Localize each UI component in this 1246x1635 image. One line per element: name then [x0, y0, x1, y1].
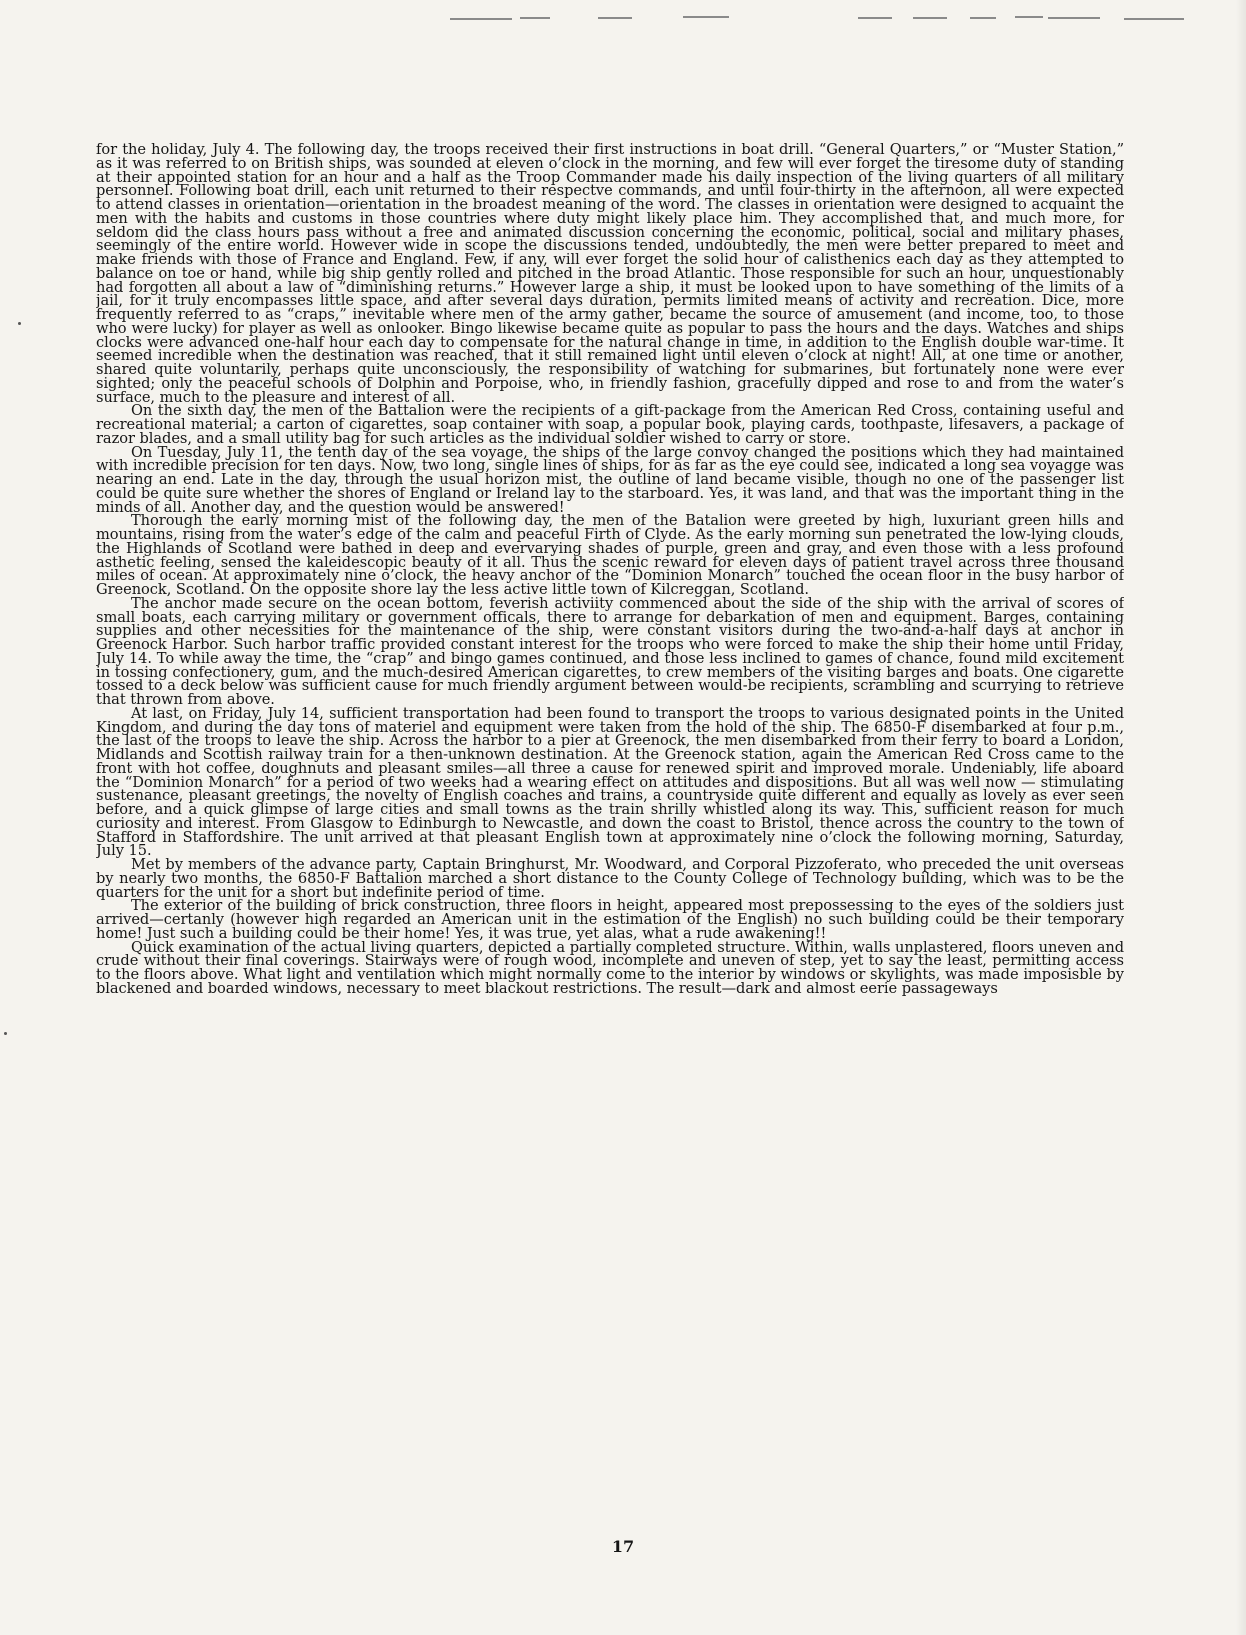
scan-artifact [683, 16, 729, 18]
paragraph-brick-building: The exterior of the building of brick construction, three floors in height, appeared most prepossessing to the eyes of the soldiers just arrived—certanly (however high regarded an American unit in the estimation of the English) no such building could be their temporary home! Just such a building could be their home! Yes, it was true, yet alas, what a rude awakening!! [96, 897, 1124, 942]
paragraph-greenock-harbor: The anchor made secure on the ocean bottom, feverish activiity commenced about the side of the ship with the arrival of scores of small boats, each carrying military or government officals, there to arrange for debarkation of men and equipment. Barges, containing supplies and other necessities for the maintenance of the ship, were constant visitors during the two-and-a-half days at anchor in Greenock Harbor. Such harbor traffic provided constant interest for the troops who were forced to make the ship their home until Friday, July 14. To while away the time, the “crap” and bingo games continued, and those less inclined to games of chance, found mild excitement in tossing confectionery, gum, and the much-desired American cigarettes, to crew members of the visiting barges and boats. One cigarette tossed to a deck below was sufficient cause for much friendly argument between would-be recipients, scrambling and scurrying to retrieve that thrown from above. [96, 594, 1124, 708]
scan-artifact [913, 17, 947, 19]
scan-artifact [970, 17, 996, 19]
scan-speck [18, 322, 21, 325]
scan-artifact [598, 17, 632, 19]
scan-artifact [1048, 17, 1100, 19]
paragraph-convoy-land-sighted: On Tuesday, July 11, the tenth day of the sea voyage, the ships of the large convoy changed the positions which they had maintained with incredible precision for ten days. Now, two long, single lines of ships, for as far as the eye could see, indicated a long sea voyagge was nearing an end. Late in the day, through the usual horizon mist, the outline of land became visible, though no one of the passenger list could be quite sure whether the shores of England or Ireland lay to the starboard. Yes, it was land, and that was the important thing in the minds of all. Another day, and the question would be answered! [96, 443, 1124, 516]
scan-artifact [1124, 18, 1184, 20]
scan-artifact [858, 17, 892, 19]
scan-artifact [1015, 16, 1043, 18]
paragraph-holiday-boat-drill: for the holiday, July 4. The following day, the troops received their first instructions in boat drill. “General Quarters,” or “Muster Station,” as it was referred to on British ships, was sounded at eleven o’clock in the morning, and few will ever forget the tiresome duty of standing at their appointed station for an hour and a half as the Troop Commander made his daily inspection of the living quarters of all military personnel. Following boat drill, each unit returned to their respectve commands, and until four-thirty in the afternoon, all were expected to attend classes in orientation—orientation in the broadest meaning of the word. The classes in orientation were designed to acquaint the men with the habits and customs in those countries where duty might likely place him. They accomplished that, and much more, for seldom did the class hours pass without a free and animated discussion concerning the economic, political, social and military phases, seemingly of the entire world. However wide in scope the discussions tended, undoubtedly, the men were better prepared to meet and make friends with those of France and England. Few, if any, will ever forget the solid hour of calisthenics each day as they attempted to balance on toe or hand, while big ship gently rolled and pitched in the broad Atlantic. Those responsible for such an hour, unquestionably had forgotten all about a law of “diminishing returns.” However large a ship, it must be looked upon to have something of the limits of a jail, for it truly encompasses little space, and after several days duration, permits limited means of activity and recreation. Dice, more frequently referred to as “craps,” inevitable where men of the army gather, became the source of amusement (and income, too, to those who were lucky) for player as well as onlooker. Bingo likewise became quite as popular to pass the hours and the days. Watches and ships clocks were advanced one-half hour each day to compensate for the natural change in time, in addition to the English double war-time. It seemed incredible when the destination was reached, that it still remained light until eleven o’clock at night! All, at one time or another, shared quite voluntarily, perhaps quite unconsciously, the responsibility of watching for submarines, but fortunately none were ever sighted; only the peaceful schools of Dolphin and Porpoise, who, in friendly fashion, gracefully dipped and rose to and from the water’s surface, much to the pleasure and interest of all. [96, 143, 1124, 406]
paragraph-advance-party: Met by members of the advance party, Captain Bringhurst, Mr. Woodward, and Corporal Pizzoferato, who preceded the unit overseas by nearly two months, the 6850-F Battalion marched a short distance to the County College of Technology building, which was to be the quarters for the unit for a short but indefinite period of time. [96, 856, 1124, 901]
scan-top-edge-marks [0, 0, 1246, 32]
paragraph-red-cross-package: On the sixth day, the men of the Battalion were the recipients of a gift-package from the American Red Cross, containing useful and recreational material; a carton of cigarettes, soap container with soap, a popular book, playing cards, toothpaste, lifesavers, a package of razor blades, and a small utility bag for such articles as the individual soldier wished to carry or store. [96, 402, 1124, 447]
scan-right-edge-shadow [1236, 0, 1246, 1635]
paragraph-living-quarters: Quick examination of the actual living quarters, depicted a partially completed structure. Within, walls unplastered, floors uneven and crude without their final coverings. Stairways were of rough wood, incomplete and uneven of step, yet to say the least, permitting access to the floors above. What light and ventilation which might normally come to the interior by windows or skylights, was made imposisble by blackened and boarded windows, necessary to meet blackout restrictions. The result—dark and almost eerie passageways [96, 938, 1124, 997]
page-body [96, 143, 1124, 1495]
page-number: 17 [611, 1537, 635, 1556]
scan-artifact [450, 18, 512, 20]
scan-speck [4, 1032, 7, 1035]
paragraph-disembarkation-train: At last, on Friday, July 14, sufficient transportation had been found to transport the troops to various designated points in the United Kingdom, and during the day tons of materiel and equipment were taken from the hold of the ship. The 6850-F disembarked at four p.m., the last of the troops to leave the ship. Across the harbor to a pier at Greenock, the men disembarked from their ferry to board a London, Midlands and Scottish railway train for a then-unknown destination. At the Greenock station, again the American Red Cross came to the front with hot coffee, doughnuts and pleasant smiles—all three a cause for renewed spirit and improved morale. Undeniably, life aboard the “Dominion Monarch” for a period of two weeks had a wearing effect on attitudes and dispositions. But all was well now — stimulating sustenance, pleasant greetings, the novelty of English coaches and trains, a countryside quite different and equally as lovely as ever seen before, and a quick glimpse of large cities and small towns as the train shrilly whistled along its way. This, sufficient reason for much curiosity and interest. From Glasgow to Edinburgh to Newcastle, and down the coast to Bristol, thence across the country to the town of Stafford in Staffordshire. The unit arrived at that pleasant English town at approximately nine o’clock the following morning, Saturday, July 15. [96, 704, 1124, 860]
paragraph-firth-of-clyde: Thorough the early morning mist of the following day, the men of the Batalion were greeted by high, luxuriant green hills and mountains, rising from the water’s edge of the calm and peaceful Firth of Clyde. As the early morning sun penetrated the low-lying clouds, the Highlands of Scotland were bathed in deep and evervarying shades of purple, green and gray, and even those with a less profound asthetic feeling, sensed the kaleidescopic beauty of it all. Thus the scenic reward for eleven days of patient travel across three thousand miles of ocean. At approximately nine o’clock, the heavy anchor of the “Dominion Monarch” touched the ocean floor in the busy harbor of Greenock, Scotland. On the opposite shore lay the less active little town of Kilcreggan, Scotland. [96, 512, 1124, 598]
scan-artifact [520, 17, 550, 19]
